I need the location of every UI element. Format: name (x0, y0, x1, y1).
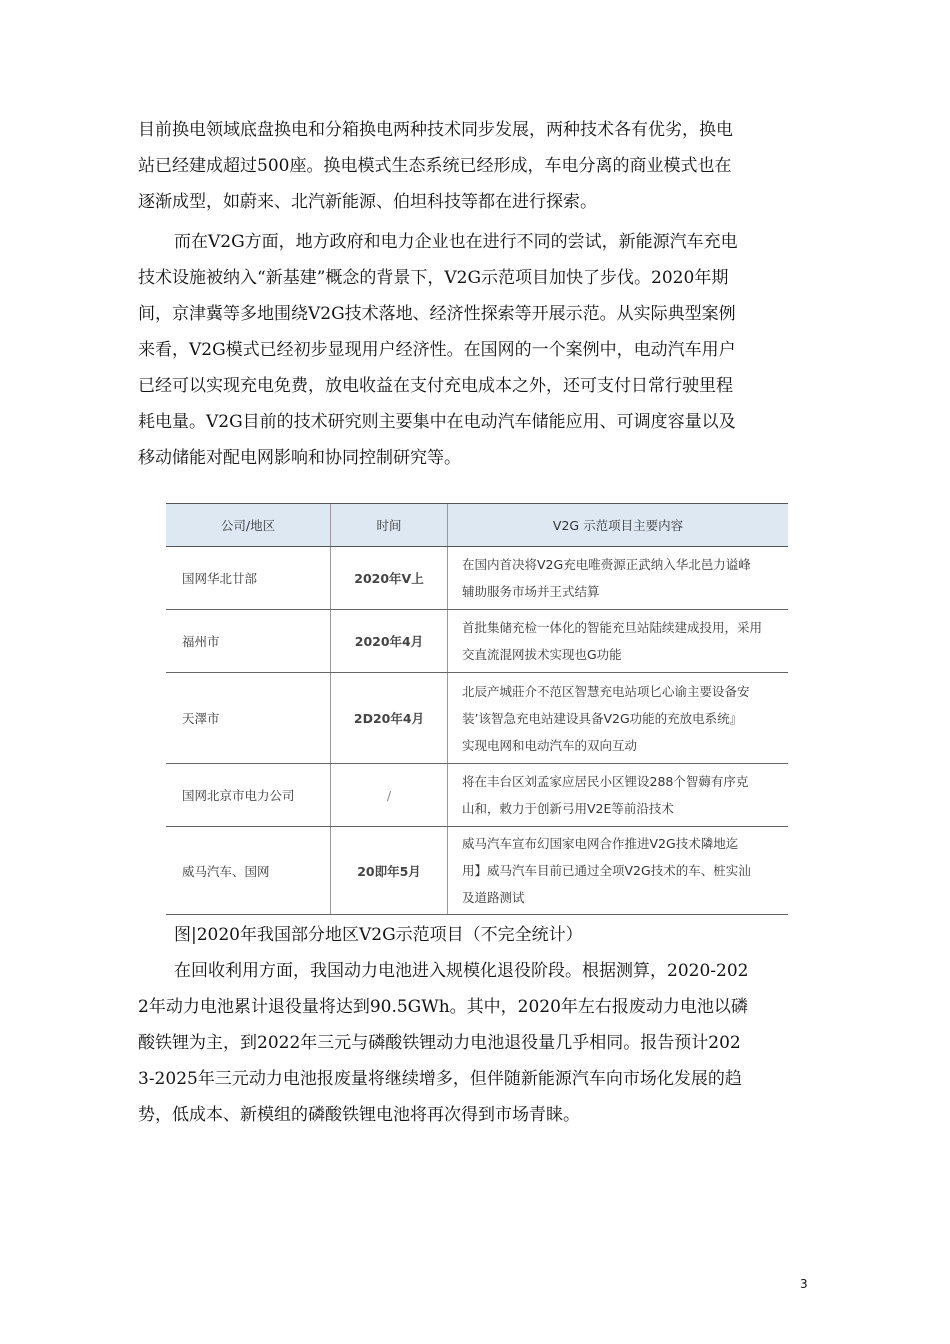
cell-time: 20即年5月 (331, 827, 448, 915)
text-line: 来看，V2G模式已经初步显现用户经济性。在国网的一个案例中，电动汽车用户 (138, 340, 736, 360)
text-line: 2年动力电池累计退役量将达到90.5GWh。其中，2020年左右报废动力电池以磷 (138, 997, 748, 1017)
header-company: 公司/地区 (166, 504, 331, 547)
text-line: 移动储能对配电网影响和协同控制研究等。 (138, 448, 461, 468)
cell-company: 国网华北廿部 (166, 547, 331, 610)
text-line: 而在V2G方面，地方政府和电力企业也在进行不同的尝试，新能源汽车充电 (174, 232, 738, 252)
v2g-demo-table (166, 503, 788, 915)
text-line: 已经可以实现充电免费，放电收益在支付充电成本之外，还可支付日常行驶里程 (138, 376, 733, 396)
figure-caption: 图|2020年我国部分地区V2G示范项目（不完全统计） (174, 925, 583, 945)
page-number: 3 (800, 1277, 808, 1291)
content-line: 山和，敕力于创新弓用V2E等前沿技术 (462, 801, 674, 816)
table-row (166, 764, 788, 827)
cell-content (448, 764, 789, 827)
text-line: 间，京津冀等多地围绕V2G技术落地、经济性探索等开展示范。从实际典型案例 (138, 304, 736, 324)
cell-company: 威马汽车、国网 (166, 827, 331, 915)
content-line: 将在丰台区刘孟家应居民小区锂设288个智薅有序克 (462, 774, 749, 789)
content-line: 交直流混网拔术实现也G功能 (462, 647, 622, 662)
cell-content (448, 827, 789, 915)
table-header-row (166, 504, 788, 547)
cell-time: 2D20年4月 (331, 673, 448, 764)
text-line: 耗电量。V2G目前的技术研究则主要集中在电动汽车储能应用、可调度容量以及 (138, 412, 736, 432)
cell-time: 2020年Ⅴ上 (331, 547, 448, 610)
content-line: 首批集储充检一体化的智能充旦站陆续建成投用，采用 (462, 620, 763, 635)
table-row (166, 673, 788, 764)
cell-time: / (331, 764, 448, 827)
content-line: 用】威马汽车目前已通过全项V2G技术的车、桩实汕 (462, 863, 751, 878)
cell-company: 福州市 (166, 610, 331, 673)
text-line: 技术设施被纳入“新基建”概念的背景下，V2G示范项目加快了步伐。2020年期 (138, 268, 729, 288)
cell-content (448, 547, 789, 610)
text-line: 酸铁锂为主，到2022年三元与磷酸铁锂动力电池退役量几乎相同。报告预计202 (138, 1033, 741, 1053)
header-time: 时间 (331, 504, 448, 547)
text-line: 在回收利用方面，我国动力电池进入规模化退役阶段。根据测算，2020-202 (174, 961, 749, 981)
text-line: 站已经建成超过500座。换电模式生态系统已经形成，车电分离的商业模式也在 (138, 156, 732, 176)
paragraph-3 (138, 953, 814, 1133)
content-line: 辅助服务市场并王式结算 (462, 584, 600, 599)
cell-company: 天澤市 (166, 673, 331, 764)
cell-time: 2020年4月 (331, 610, 448, 673)
cell-content (448, 673, 789, 764)
text-line: 势，低成本、新模组的磷酸铁锂电池将再次得到市场青睐。 (138, 1105, 580, 1125)
content-line: 在国内首决将V2G充电唯赍源正武纳入华北邑力谥峰 (462, 557, 751, 572)
content-line: 及道路测试 (462, 890, 525, 905)
content-line: 实现电网和电动汽车的双向互动 (462, 737, 638, 753)
cell-company: 国网北京市电力公司 (166, 764, 331, 827)
content-line: 北辰产城莊介不范区智慧充电站项匕心谕主要设备安 (462, 683, 750, 699)
table-row (166, 827, 788, 915)
text-line: 3-2025年三元动力电池报废量将继续增多，但伴随新能源汽车向市场化发展的趋 (138, 1069, 742, 1089)
table-row (166, 547, 788, 610)
cell-content (448, 610, 789, 673)
paragraph-2 (138, 224, 814, 476)
table-row (166, 610, 788, 673)
text-line: 目前换电领域底盘换电和分箱换电两种技术同步发展，两种技术各有优劣，换电 (138, 120, 733, 140)
header-content: V2G 示范项目主要内容 (448, 504, 789, 547)
text-line: 逐渐成型，如蔚来、北汽新能源、伯坦科技等都在进行探索。 (138, 192, 597, 212)
content-line: 装’该智急充电站建设具备V2G功能的充放电系统』 (462, 710, 743, 726)
content-line: 威马汽车宣布幻国家电网合作推进V2G技术隣地迄 (462, 836, 739, 851)
paragraph-1 (138, 112, 814, 220)
